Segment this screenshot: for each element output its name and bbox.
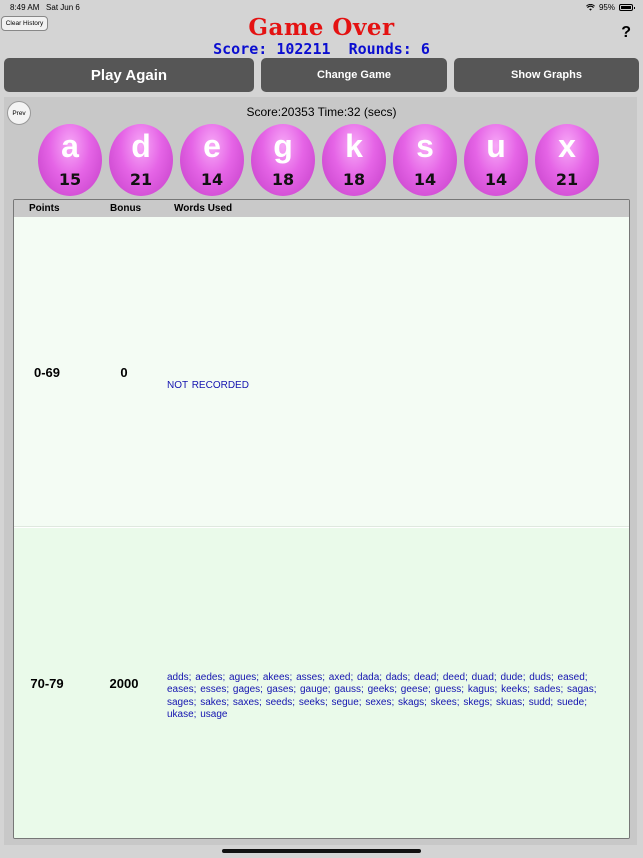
- tile-count: 18: [271, 170, 295, 189]
- row-points: 0-69: [33, 365, 61, 380]
- words-table[interactable]: [13, 199, 630, 839]
- play-again-button[interactable]: Play Again: [4, 58, 254, 92]
- row-words: NOT RECORDED: [167, 380, 249, 391]
- tile-count: 21: [129, 170, 153, 189]
- tile-letter: k: [345, 128, 363, 164]
- clear-history-button[interactable]: Clear History: [1, 16, 48, 31]
- table-header: [14, 200, 630, 217]
- row-bonus: 2000: [109, 676, 139, 691]
- home-indicator[interactable]: [222, 849, 421, 853]
- tile-letter: g: [273, 128, 293, 164]
- table-row: [14, 528, 630, 839]
- row-bonus: 0: [120, 365, 128, 380]
- letter-tile: [393, 124, 457, 196]
- tile-count: 14: [413, 170, 437, 189]
- tile-letter: d: [131, 128, 151, 164]
- tile-count: 14: [200, 170, 224, 189]
- status-bar: [0, 0, 643, 14]
- letter-tile: [464, 124, 528, 196]
- tile-count: 14: [484, 170, 508, 189]
- total-score: Score: 102211 Rounds: 6: [213, 40, 430, 58]
- tile-letter: u: [486, 128, 506, 164]
- status-right: [586, 3, 633, 12]
- letter-tile: [38, 124, 102, 196]
- letter-tile: [251, 124, 315, 196]
- game-over-title: Game Over: [248, 14, 395, 41]
- tile-count: 21: [555, 170, 579, 189]
- tile-letter: a: [61, 128, 79, 164]
- tile-letter: s: [416, 128, 434, 164]
- letter-tile: [322, 124, 386, 196]
- tile-letter: x: [558, 128, 576, 164]
- prev-button[interactable]: Prev: [7, 101, 31, 125]
- round-score-time: Score:20353 Time:32 (secs): [246, 105, 397, 119]
- status-time: 8:49 AM Sat Jun 6: [10, 3, 80, 12]
- tile-count: 15: [58, 170, 82, 189]
- header-points: Points: [29, 203, 60, 214]
- letter-tile: [109, 124, 173, 196]
- tile-count: 18: [342, 170, 366, 189]
- battery-percent: 95%: [598, 3, 615, 12]
- header-words: Words Used: [174, 203, 233, 214]
- letter-tile: [180, 124, 244, 196]
- wifi-icon: [586, 4, 595, 11]
- tile-letter: e: [203, 128, 221, 164]
- row-words: adds; aedes; agues; akees; asses; axed; dada; dads; dead; deed; duad; dude; duds; eased; eases; esses; gages; gases; gauge; gauss; geeks; geese; guess; kagus; keeks; sades; sagas; sages; sakes; saxes; seeds; seeks; segue; sexes; skags; skees; skegs; skuas; sudd; suede; ukase; usage: [167, 672, 597, 720]
- show-graphs-button[interactable]: Show Graphs: [454, 58, 639, 92]
- header-bonus: Bonus: [110, 203, 142, 214]
- change-game-button[interactable]: Change Game: [261, 58, 447, 92]
- letter-tile: [535, 124, 599, 196]
- battery-icon: [619, 4, 633, 11]
- row-points: 70-79: [30, 676, 64, 691]
- letter-tiles: [38, 124, 604, 196]
- help-button[interactable]: ?: [621, 24, 631, 41]
- table-row: [14, 217, 630, 527]
